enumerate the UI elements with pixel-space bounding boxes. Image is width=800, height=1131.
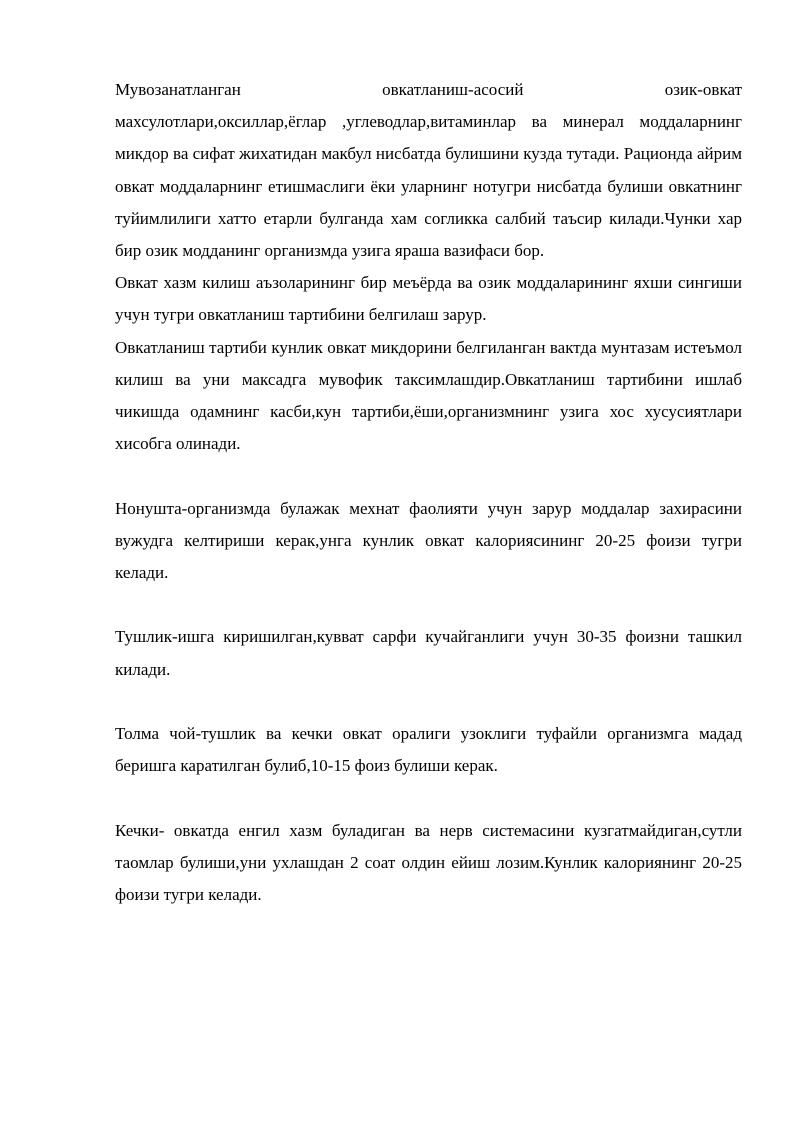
paragraph-dinner: Кечки- овкатда енгил хазм буладиган ва нерв системасини кузгатмайдиган,сутли таомлар булиши,уни ухлашдан 2 соат олдин ейиш лозим.Кунлик калориянинг 20-25 фоизи тугри келади. xyxy=(115,820,742,905)
blank-line xyxy=(115,686,742,718)
paragraph-balanced-nutrition: махсулотлари,оксиллар,ёглар ,углеводлар,витаминлар ва минерал моддаларнинг микдор ва сифат жихатидан макбул нисбатда булишини кузда тутади. Рационда айрим овкат моддаларнинг етишмаслиги ёки уларнинг нотугри нисбатда булиши овкатнинг туйимлилиги хатто етарли булганда хам согликка салбий таъсир килади.Чунки хар бир озик модданинг организмда узига яраша вазифаси бор. xyxy=(115,112,742,261)
paragraph-balanced-nutrition-first-line: Мувозанатланган овкатланиш-асосий озик-овкат xyxy=(115,80,742,99)
paragraph-breakfast: Нонушта-организмда булажак мехнат фаолияти учун зарур моддалар захирасини вужудга келтириши керак,унга кунлик овкат калориясининг 20-25 фоизи тугри келади. xyxy=(115,498,742,583)
paragraph-digestion: Овкат хазм килиш аъзоларининг бир меъёрда ва озик моддаларининг яхши сингиши учун тугри овкатланиш тартибини белгилаш зарур. xyxy=(115,273,742,325)
paragraph-meal-regime: Овкатланиш тартиби кунлик овкат микдорини белгиланган вактда мунтазам истеъмол килиш ва уни максадга мувофик таксимлашдир.Овкатланиш тартибини ишлаб чикишда одамнинг касби,кун тартиби,ёши,организмнинг узига хос хусусиятлари хисобга олинади. xyxy=(115,337,742,454)
document-body xyxy=(115,74,742,911)
paragraph-lunch: Тушлик-ишга киришилган,кувват сарфи кучайганлиги учун 30-35 фоизни ташкил килади. xyxy=(115,627,742,679)
paragraph-afternoon-tea: Толма чой-тушлик ва кечки овкат оралиги узоклиги туфайли организмга мадад беришга каратилган булиб,10-15 фоиз булиши керак. xyxy=(115,724,742,776)
blank-line xyxy=(115,589,742,621)
blank-line xyxy=(115,460,742,492)
blank-line xyxy=(115,782,742,814)
